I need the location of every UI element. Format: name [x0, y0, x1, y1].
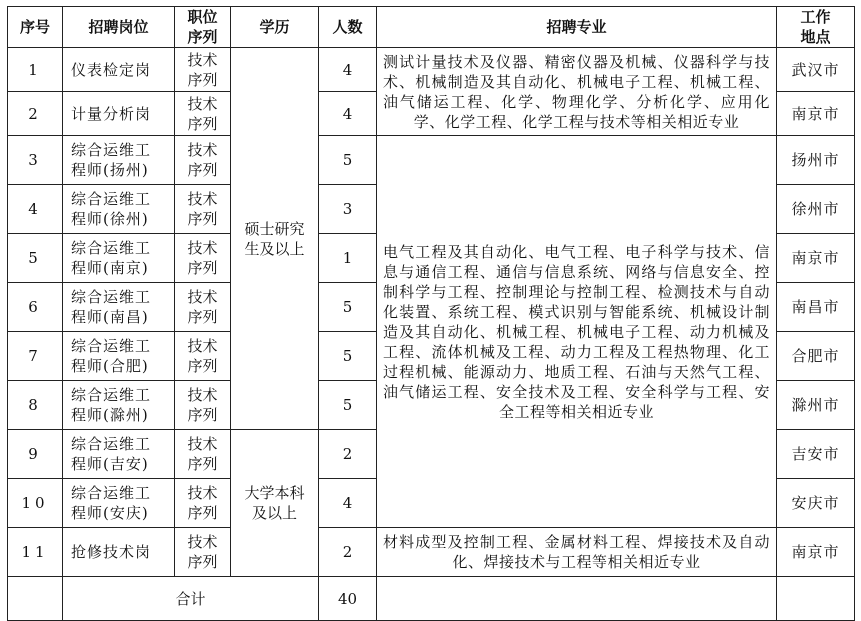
header-position: 招聘岗位 [63, 7, 175, 48]
cell-location: 滁州市 [777, 381, 855, 430]
cell-location: 南京市 [777, 92, 855, 136]
cell-position: 综合运维工 程师(徐州) [63, 185, 175, 234]
table-row [8, 528, 855, 577]
cell-education-bachelor: 大学本科 及以上 [231, 430, 319, 577]
total-label: 合计 [63, 577, 319, 621]
cell-index: 9 [8, 430, 63, 479]
header-row [8, 7, 855, 48]
cell-count: 5 [319, 283, 377, 332]
cell-position: 综合运维工 程师(吉安) [63, 430, 175, 479]
cell-count: 1 [319, 234, 377, 283]
cell-education-masters: 硕士研究 生及以上 [231, 48, 319, 430]
cell-major-group1: 测试计量技术及仪器、精密仪器及机械、仪器科学与技术、机械制造及其自动化、机械电子工程、机械工程、油气储运工程、化学、物理化学、分析化学、应用化学、化学工程、化学工程与技术等相关相近专业 [377, 48, 777, 136]
cell-sequence: 技术 序列 [175, 381, 231, 430]
cell-count: 2 [319, 430, 377, 479]
cell-location: 武汉市 [777, 48, 855, 92]
header-education: 学历 [231, 7, 319, 48]
cell-sequence: 技术 序列 [175, 92, 231, 136]
cell-location: 南京市 [777, 528, 855, 577]
cell-position: 抢修技术岗 [63, 528, 175, 577]
cell-sequence: 技术 序列 [175, 136, 231, 185]
cell-location: 合肥市 [777, 332, 855, 381]
cell-index: 11 [8, 528, 63, 577]
cell-sequence: 技术 序列 [175, 283, 231, 332]
cell-sequence: 技术 序列 [175, 528, 231, 577]
cell-location: 徐州市 [777, 185, 855, 234]
cell-location: 安庆市 [777, 479, 855, 528]
header-major: 招聘专业 [377, 7, 777, 48]
cell-index: 2 [8, 92, 63, 136]
cell-sequence: 技术 序列 [175, 332, 231, 381]
cell-index: 6 [8, 283, 63, 332]
cell-position: 综合运维工 程师(扬州) [63, 136, 175, 185]
total-count: 40 [319, 577, 377, 621]
cell-count: 4 [319, 48, 377, 92]
cell-position: 仪表检定岗 [63, 48, 175, 92]
cell-count: 2 [319, 528, 377, 577]
cell-major-group3: 材料成型及控制工程、金属材料工程、焊接技术及自动化、焊接技术与工程等相关相近专业 [377, 528, 777, 577]
cell-position: 综合运维工 程师(南京) [63, 234, 175, 283]
cell-count: 5 [319, 136, 377, 185]
header-sequence: 职位 序列 [175, 7, 231, 48]
cell-major-group2: 电气工程及其自动化、电气工程、电子科学与技术、信息与通信工程、通信与信息系统、网络与信息安全、控制科学与工程、控制理论与控制工程、检测技术与自动化装置、系统工程、模式识别与智能系统、机械设计制造及其自动化、机械工程、机械电子工程、动力机械及工程、流体机械及工程、动力工程及工程热物理、化工过程机械、能源动力、地质工程、石油与天然气工程、油气储运工程、安全技术及工程、安全科学与工程、安全工程等相关相近专业 [377, 136, 777, 528]
cell-location: 扬州市 [777, 136, 855, 185]
cell-position: 综合运维工 程师(安庆) [63, 479, 175, 528]
cell-index: 1 [8, 48, 63, 92]
table-row [8, 136, 855, 185]
header-index: 序号 [8, 7, 63, 48]
header-location: 工作 地点 [777, 7, 855, 48]
cell-count: 5 [319, 332, 377, 381]
cell-sequence: 技术 序列 [175, 48, 231, 92]
cell-sequence: 技术 序列 [175, 479, 231, 528]
cell-count: 3 [319, 185, 377, 234]
cell-count: 5 [319, 381, 377, 430]
cell-index: 4 [8, 185, 63, 234]
recruitment-table [7, 6, 855, 621]
cell-index: 10 [8, 479, 63, 528]
cell-index: 8 [8, 381, 63, 430]
cell-index: 5 [8, 234, 63, 283]
cell-sequence: 技术 序列 [175, 430, 231, 479]
cell-position: 综合运维工 程师(南昌) [63, 283, 175, 332]
cell-position: 计量分析岗 [63, 92, 175, 136]
cell-sequence: 技术 序列 [175, 185, 231, 234]
cell-index: 7 [8, 332, 63, 381]
cell-location: 吉安市 [777, 430, 855, 479]
cell-position: 综合运维工 程师(滁州) [63, 381, 175, 430]
cell-location: 南京市 [777, 234, 855, 283]
cell-location: 南昌市 [777, 283, 855, 332]
cell-position: 综合运维工 程师(合肥) [63, 332, 175, 381]
header-count: 人数 [319, 7, 377, 48]
cell-count: 4 [319, 92, 377, 136]
table-row [8, 48, 855, 92]
cell-sequence: 技术 序列 [175, 234, 231, 283]
cell-count: 4 [319, 479, 377, 528]
cell-index: 3 [8, 136, 63, 185]
